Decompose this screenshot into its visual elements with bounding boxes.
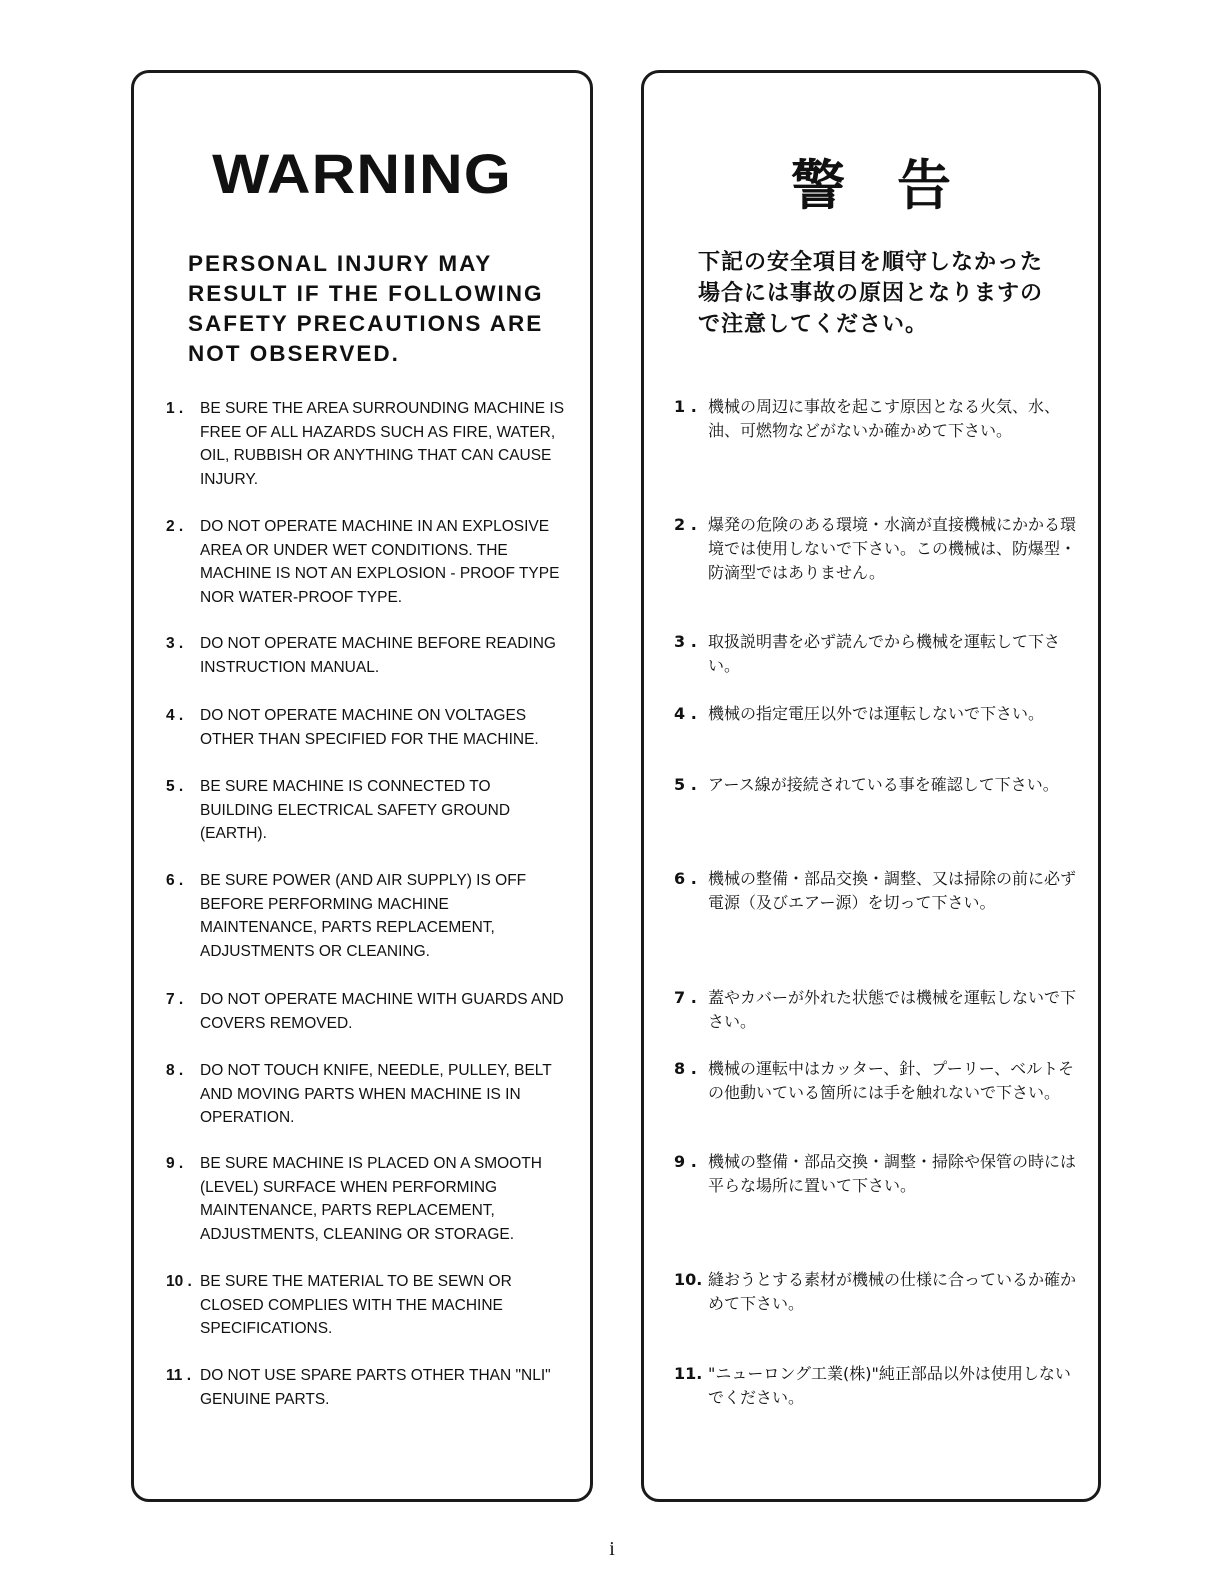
precaution-item: 3 . DO NOT OPERATE MACHINE BEFORE READING INSTRUCTION MANUAL. (166, 635, 556, 676)
precaution-item-ja: 4 . 機械の指定電圧以外では運転しないで下さい。 (674, 704, 1045, 723)
precaution-item: 6 . BE SURE POWER (AND AIR SUPPLY) IS OFF BEFORE PERFORMING MACHINE MAINTENANCE, PARTS REPLACEMENT, ADJUSTMENTS OR CLEANING. (166, 872, 527, 960)
warning-panel-english (131, 70, 593, 1502)
precaution-item-ja: 11. "ニューロング工業(株)"純正部品以外は使用しないでください。 (674, 1364, 1071, 1407)
precaution-item-ja: 5 . アース線が接続されている事を確認して下さい。 (674, 775, 1059, 794)
precaution-item: 1 . BE SURE THE AREA SURROUNDING MACHINE IS FREE OF ALL HAZARDS SUCH AS FIRE, WATER, OIL, RUBBISH OR ANYTHING THAT CAN CAUSE INJURY. (166, 400, 565, 488)
warning-title-ja: 警告 (791, 154, 1003, 217)
precaution-item-ja: 7 . 蓋やカバーが外れた状態では機械を運転しないで下さい。 (674, 988, 1077, 1031)
precaution-item: 9 . BE SURE MACHINE IS PLACED ON A SMOOTH (LEVEL) SURFACE WHEN PERFORMING MAINTENANCE, PARTS REPLACEMENT, ADJUSTMENTS, CLEANING OR STORAGE. (166, 1155, 542, 1243)
precaution-item: 5 . BE SURE MACHINE IS CONNECTED TO BUILDING ELECTRICAL SAFETY GROUND (EARTH). (166, 778, 511, 842)
precaution-item-ja: 6 . 機械の整備・部品交換・調整、又は掃除の前に必ず電源（及びエアー源）を切って下さい。 (674, 869, 1077, 912)
precaution-item-ja: 1 . 機械の周辺に事故を起こす原因となる火気、水、油、可燃物などがないか確かめて下さい。 (674, 397, 1061, 440)
precaution-item: 11 . DO NOT USE SPARE PARTS OTHER THAN "NLI" GENUINE PARTS. (166, 1367, 551, 1408)
warning-intro: PERSONAL INJURY MAY RESULT IF THE FOLLOWING SAFETY PRECAUTIONS ARE NOT OBSERVED. (188, 251, 544, 366)
precaution-item-ja: 2 . 爆発の危険のある環境・水滴が直接機械にかかる環境では使用しないで下さい。この機械は、防爆型・防滴型ではありません。 (674, 515, 1077, 582)
precaution-item-ja: 3 . 取扱説明書を必ず読んでから機械を運転して下さい。 (674, 632, 1061, 675)
warning-title: WARNING (212, 142, 512, 205)
page-number: i (609, 1538, 615, 1560)
precaution-item: 2 . DO NOT OPERATE MACHINE IN AN EXPLOSIVE AREA OR UNDER WET CONDITIONS. THE MACHINE IS NOT AN EXPLOSION - PROOF TYPE NOR WATER-PROOF TYPE. (166, 518, 560, 606)
precaution-item: 10 . BE SURE THE MATERIAL TO BE SEWN OR CLOSED COMPLIES WITH THE MACHINE SPECIFICATIONS. (166, 1273, 512, 1337)
precaution-item-ja: 10. 縫おうとする素材が機械の仕様に合っているか確かめて下さい。 (674, 1270, 1077, 1313)
precaution-item: 4 . DO NOT OPERATE MACHINE ON VOLTAGES OTHER THAN SPECIFIED FOR THE MACHINE. (166, 707, 539, 748)
warning-intro-ja: 下記の安全項目を順守しなかった場合には事故の原因となりますので注意してください。 (698, 250, 1044, 337)
precaution-item-ja: 9 . 機械の整備・部品交換・調整・掃除や保管の時には平らな場所に置いて下さい。 (674, 1152, 1077, 1195)
precaution-item-ja: 8 . 機械の運転中はカッター、針、プーリー、ベルトその他動いている箇所には手を触れないで下さい。 (674, 1059, 1075, 1102)
precaution-item: 7 . DO NOT OPERATE MACHINE WITH GUARDS AND COVERS REMOVED. (166, 991, 564, 1032)
warning-panel-japanese (641, 70, 1101, 1502)
precaution-item: 8 . DO NOT TOUCH KNIFE, NEEDLE, PULLEY, BELT AND MOVING PARTS WHEN MACHINE IS IN OPERATION. (166, 1062, 552, 1126)
